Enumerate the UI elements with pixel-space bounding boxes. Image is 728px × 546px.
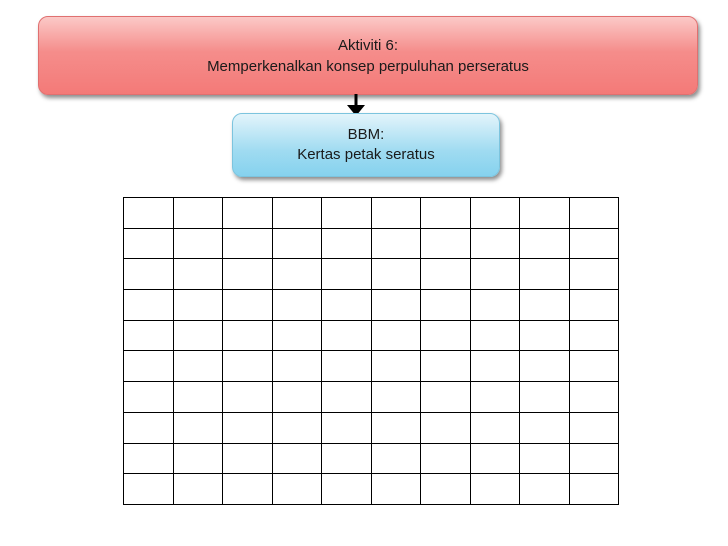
grid-cell (569, 443, 619, 474)
grid-cell (322, 351, 372, 382)
grid-cell (173, 290, 223, 321)
grid-cell (322, 443, 372, 474)
grid-cell (223, 351, 273, 382)
grid-cell (569, 412, 619, 443)
grid-row (124, 443, 619, 474)
grid-cell (124, 443, 174, 474)
grid-cell (520, 412, 570, 443)
grid-cell (470, 320, 520, 351)
grid-cell (173, 198, 223, 229)
activity-title: Aktiviti 6: (337, 36, 398, 54)
grid-cell (272, 198, 322, 229)
grid-cell (272, 382, 322, 413)
grid-cell (520, 474, 570, 505)
grid-cell (124, 290, 174, 321)
grid-cell (470, 351, 520, 382)
grid-row (124, 412, 619, 443)
grid-cell (520, 382, 570, 413)
grid-cell (322, 198, 372, 229)
grid-cell (124, 474, 174, 505)
grid-cell (470, 412, 520, 443)
grid-cell (421, 443, 471, 474)
grid-cell (223, 382, 273, 413)
grid-cell (569, 382, 619, 413)
grid-cell (470, 290, 520, 321)
grid-cell (272, 228, 322, 259)
grid-cell (173, 228, 223, 259)
grid-row (124, 228, 619, 259)
grid-cell (569, 474, 619, 505)
grid-cell (371, 320, 421, 351)
grid-row (124, 198, 619, 229)
grid-cell (223, 320, 273, 351)
grid-cell (569, 351, 619, 382)
activity-title-box (38, 16, 698, 95)
grid-cell (173, 474, 223, 505)
grid-row (124, 320, 619, 351)
grid-row (124, 290, 619, 321)
grid-cell (371, 443, 421, 474)
grid-cell (421, 474, 471, 505)
grid-cell (272, 443, 322, 474)
grid-cell (470, 259, 520, 290)
grid-cell (322, 228, 372, 259)
grid-cell (371, 382, 421, 413)
grid-cell (421, 228, 471, 259)
grid-cell (124, 320, 174, 351)
hundred-square-grid (123, 197, 619, 505)
grid-cell (371, 412, 421, 443)
grid-cell (371, 228, 421, 259)
grid-cell (124, 228, 174, 259)
grid-cell (470, 443, 520, 474)
grid-cell (371, 259, 421, 290)
grid-cell (520, 290, 570, 321)
grid-cell (173, 382, 223, 413)
grid-cell (173, 259, 223, 290)
grid-cell (421, 412, 471, 443)
grid-cell (520, 351, 570, 382)
grid-cell (322, 382, 372, 413)
grid-cell (223, 228, 273, 259)
grid-cell (223, 259, 273, 290)
bbm-material: Kertas petak seratus (297, 146, 435, 163)
grid-cell (470, 382, 520, 413)
grid-cell (173, 320, 223, 351)
bbm-label: BBM: (347, 126, 385, 143)
grid-cell (124, 382, 174, 413)
activity-description: Memperkenalkan konsep perpuluhan perseratus (207, 57, 529, 75)
grid-row (124, 351, 619, 382)
grid-cell (470, 198, 520, 229)
grid-cell (272, 290, 322, 321)
grid-cell (322, 474, 372, 505)
grid-cell (421, 259, 471, 290)
grid-cell (124, 259, 174, 290)
grid-cell (520, 259, 570, 290)
grid-cell (272, 412, 322, 443)
grid-row (124, 382, 619, 413)
grid-cell (223, 474, 273, 505)
grid-cell (470, 474, 520, 505)
grid-cell (322, 290, 372, 321)
grid-cell (223, 198, 273, 229)
grid-cell (371, 351, 421, 382)
grid-row (124, 474, 619, 505)
grid-cell (569, 259, 619, 290)
grid-cell (470, 228, 520, 259)
grid-cell (421, 198, 471, 229)
grid-cell (569, 290, 619, 321)
grid-cell (173, 412, 223, 443)
grid-cell (520, 320, 570, 351)
grid-cell (124, 198, 174, 229)
grid-cell (223, 412, 273, 443)
grid-cell (124, 351, 174, 382)
grid-cell (173, 443, 223, 474)
grid-cell (421, 382, 471, 413)
grid-cell (223, 290, 273, 321)
grid-cell (569, 228, 619, 259)
grid-cell (520, 443, 570, 474)
grid-cell (569, 198, 619, 229)
grid-cell (371, 198, 421, 229)
grid-row (124, 259, 619, 290)
grid-cell (272, 320, 322, 351)
grid-cell (322, 320, 372, 351)
grid-cell (569, 320, 619, 351)
grid-cell (421, 351, 471, 382)
grid-cell (421, 320, 471, 351)
grid-cell (322, 259, 372, 290)
grid-cell (520, 198, 570, 229)
grid-cell (173, 351, 223, 382)
grid-cell (272, 474, 322, 505)
grid-cell (124, 412, 174, 443)
grid-cell (223, 443, 273, 474)
grid-cell (322, 412, 372, 443)
bbm-box (232, 113, 500, 177)
grid-cell (272, 259, 322, 290)
grid-cell (371, 290, 421, 321)
grid-cell (421, 290, 471, 321)
grid-cell (371, 474, 421, 505)
grid-cell (272, 351, 322, 382)
grid-cell (520, 228, 570, 259)
